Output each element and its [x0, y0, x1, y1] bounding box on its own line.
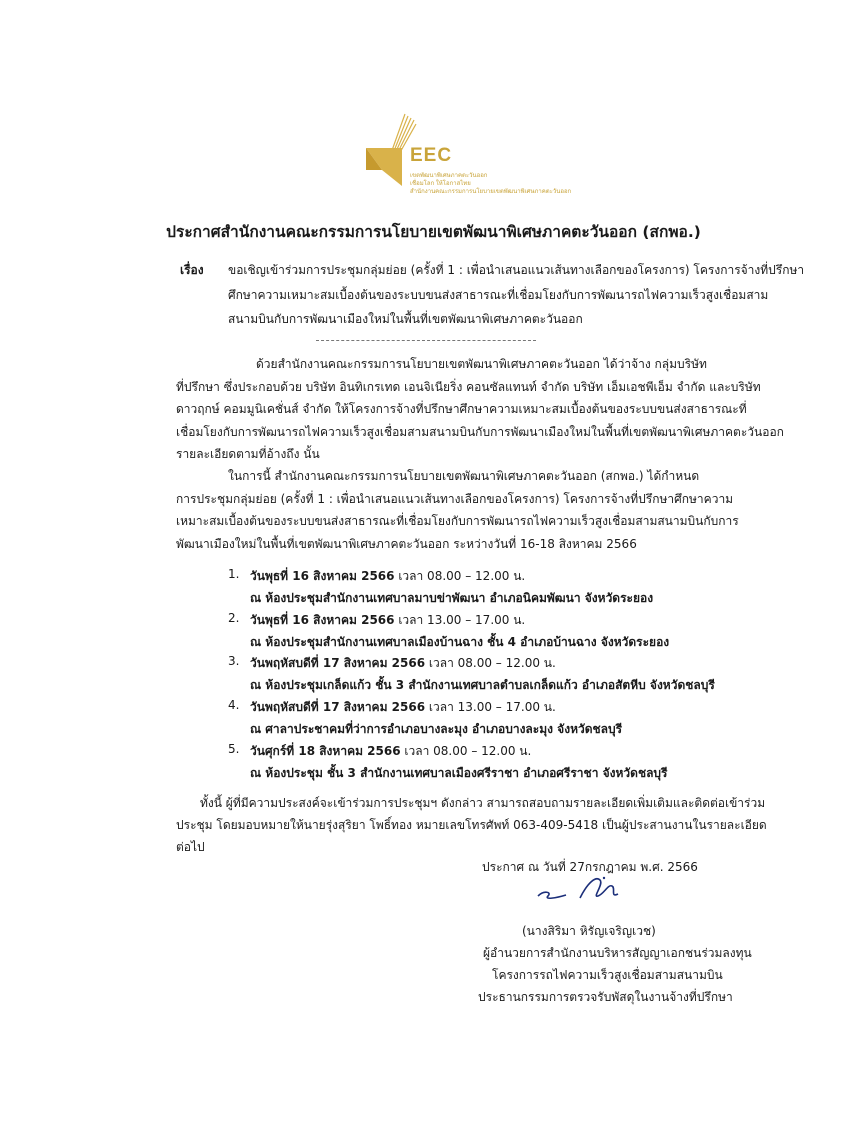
meeting-day: วันพุธที่ 16 สิงหาคม 2566	[250, 569, 395, 583]
meeting-place: ณ ห้องประชุมเกล็ดแก้ว ชั้น 3 สำนักงานเทศบาลตำบลเกล็ดแก้ว อำเภอสัตหีบ จังหวัดชลบุรี	[250, 678, 715, 692]
announcement-title: ประกาศสำนักงานคณะกรรมการนโยบายเขตพัฒนาพิเศษภาคตะวันออก (สกพอ.)	[166, 223, 701, 241]
logo-tagline: เชื่อมโลก ให้โอกาสไทย	[410, 181, 471, 187]
meeting-number: 5.	[228, 742, 240, 756]
meeting-day: วันพฤหัสบดีที่ 17 สิงหาคม 2566	[250, 656, 426, 670]
meeting-day: วันพฤหัสบดีที่ 17 สิงหาคม 2566	[250, 700, 426, 714]
meeting-number: 2.	[228, 611, 240, 625]
meeting-day: วันพุธที่ 16 สิงหาคม 2566	[250, 613, 395, 627]
body-paragraph: ทั้งนี้ ผู้ที่มีความประสงค์จะเข้าร่วมการประชุมฯ ดังกล่าว สามารถสอบถามรายละเอียดเพิ่มเติมและติดต่อเข้าร่วม	[200, 796, 766, 810]
subject-text: ศึกษาความเหมาะสมเบื้องต้นของระบบขนส่งสาธารณะที่เชื่อมโยงกับการพัฒนารถไฟความเร็วสูงเชื่อมสาม	[228, 288, 769, 302]
signature-icon	[530, 868, 640, 908]
meeting-day: วันศุกร์ที่ 18 สิงหาคม 2566	[250, 744, 401, 758]
signer-name: (นางสิริมา หิรัญเจริญเวช)	[522, 924, 656, 938]
body-paragraph: พัฒนาเมืองใหม่ในพื้นที่เขตพัฒนาพิเศษภาคตะวันออก ระหว่างวันที่ 16-18 สิงหาคม 2566	[176, 537, 637, 551]
body-paragraph: ดาวฤกษ์ คอมมูนิเคชั่นส์ จำกัด ให้โครงการจ้างที่ปรึกษาศึกษาความเหมาะสมเบื้องต้นของระบบขนส่งสาธารณะที่	[176, 402, 747, 416]
meeting-datetime	[250, 698, 556, 717]
subject-text: สนามบินกับการพัฒนาเมืองใหม่ในพื้นที่เขตพัฒนาพิเศษภาคตะวันออก	[228, 312, 583, 326]
signer-position: ผู้อำนวยการสำนักงานบริหารสัญญาเอกชนร่วมลงทุน	[483, 946, 752, 960]
meeting-number: 4.	[228, 698, 240, 712]
body-paragraph: รายละเอียดตามที่อ้างถึง นั้น	[176, 447, 320, 461]
body-paragraph: เหมาะสมเบื้องต้นของระบบขนส่งสาธารณะที่เชื่อมโยงกับการพัฒนารถไฟความเร็วสูงเชื่อมสามสนามบินกับการ	[176, 514, 739, 528]
signer-position: โครงการรถไฟความเร็วสูงเชื่อมสามสนามบิน	[492, 968, 723, 982]
meeting-time: เวลา 13.00 – 17.00 น.	[394, 613, 526, 627]
body-paragraph: ที่ปรึกษา ซึ่งประกอบด้วย บริษัท อินทิเกรเทด เอนจิเนียริ่ง คอนซัลแทนท์ จำกัด บริษัท เอ็มเอชพีเอ็ม จำกัด และบริษัท	[176, 380, 761, 394]
signer-position: ประธานกรรมการตรวจรับพัสดุในงานจ้างที่ปรึกษา	[478, 990, 733, 1004]
meeting-time: เวลา 08.00 – 12.00 น.	[400, 744, 532, 758]
meeting-time: เวลา 13.00 – 17.00 น.	[425, 700, 556, 714]
meeting-place: ณ ห้องประชุมสำนักงานเทศบาลมาบข่าพัฒนา อำเภอนิคมพัฒนา จังหวัดระยอง	[250, 591, 654, 605]
body-paragraph: ประชุม โดยมอบหมายให้นายรุ่งสุริยา โพธิ์ทอง หมายเลขโทรศัพท์ 063-409-5418 เป็นผู้ประสานงานในรายละเอียด	[176, 818, 767, 832]
meeting-datetime	[250, 567, 525, 586]
body-paragraph: ด้วยสำนักงานคณะกรรมการนโยบายเขตพัฒนาพิเศษภาคตะวันออก ได้ว่าจ้าง กลุ่มบริษัท	[256, 357, 707, 371]
subject-label: เรื่อง	[180, 263, 204, 277]
logo-tagline: สำนักงานคณะกรรมการนโยบายเขตพัฒนาพิเศษภาคตะวันออก	[410, 189, 572, 195]
meeting-datetime	[250, 742, 531, 761]
meeting-time: เวลา 08.00 – 12.00 น.	[394, 569, 526, 583]
meeting-time: เวลา 08.00 – 12.00 น.	[425, 656, 556, 670]
body-paragraph: การประชุมกลุ่มย่อย (ครั้งที่ 1 : เพื่อนำเสนอแนวเส้นทางเลือกของโครงการ) โครงการจ้างที่ปรึกษาศึกษาความ	[176, 492, 734, 506]
meeting-place: ณ ห้องประชุมสำนักงานเทศบาลเมืองบ้านฉาง ชั้น 4 อำเภอบ้านฉาง จังหวัดระยอง	[250, 635, 670, 649]
announce-date: ประกาศ ณ วันที่ 27กรกฎาคม พ.ศ. 2566	[482, 860, 698, 874]
body-paragraph: ต่อไป	[176, 840, 205, 854]
logo-name: EEC	[410, 145, 453, 166]
meeting-number: 1.	[228, 567, 240, 581]
logo-tagline: เขตพัฒนาพิเศษภาคตะวันออก	[410, 173, 488, 179]
divider	[316, 340, 536, 341]
meeting-place: ณ ศาลาประชาคมที่ว่าการอำเภอบางละมุง อำเภอบางละมุง จังหวัดชลบุรี	[250, 722, 623, 736]
body-paragraph: ในการนี้ สำนักงานคณะกรรมการนโยบายเขตพัฒนาพิเศษภาคตะวันออก (สกพอ.) ได้กำหนด	[228, 469, 700, 483]
body-paragraph: เชื่อมโยงกับการพัฒนารถไฟความเร็วสูงเชื่อมสามสนามบินกับการพัฒนาเมืองใหม่ในพื้นที่เขตพัฒนาพิเศษภาคตะวันออก	[176, 425, 784, 439]
meeting-place: ณ ห้องประชุม ชั้น 3 สำนักงานเทศบาลเมืองศรีราชา อำเภอศรีราชา จังหวัดชลบุรี	[250, 766, 668, 780]
meeting-number: 3.	[228, 654, 240, 668]
meeting-datetime	[250, 611, 525, 630]
subject-text: ขอเชิญเข้าร่วมการประชุมกลุ่มย่อย (ครั้งที่ 1 : เพื่อนำเสนอแนวเส้นทางเลือกของโครงการ) โครงการจ้างที่ปรึกษา	[228, 263, 805, 277]
meeting-datetime	[250, 654, 556, 673]
